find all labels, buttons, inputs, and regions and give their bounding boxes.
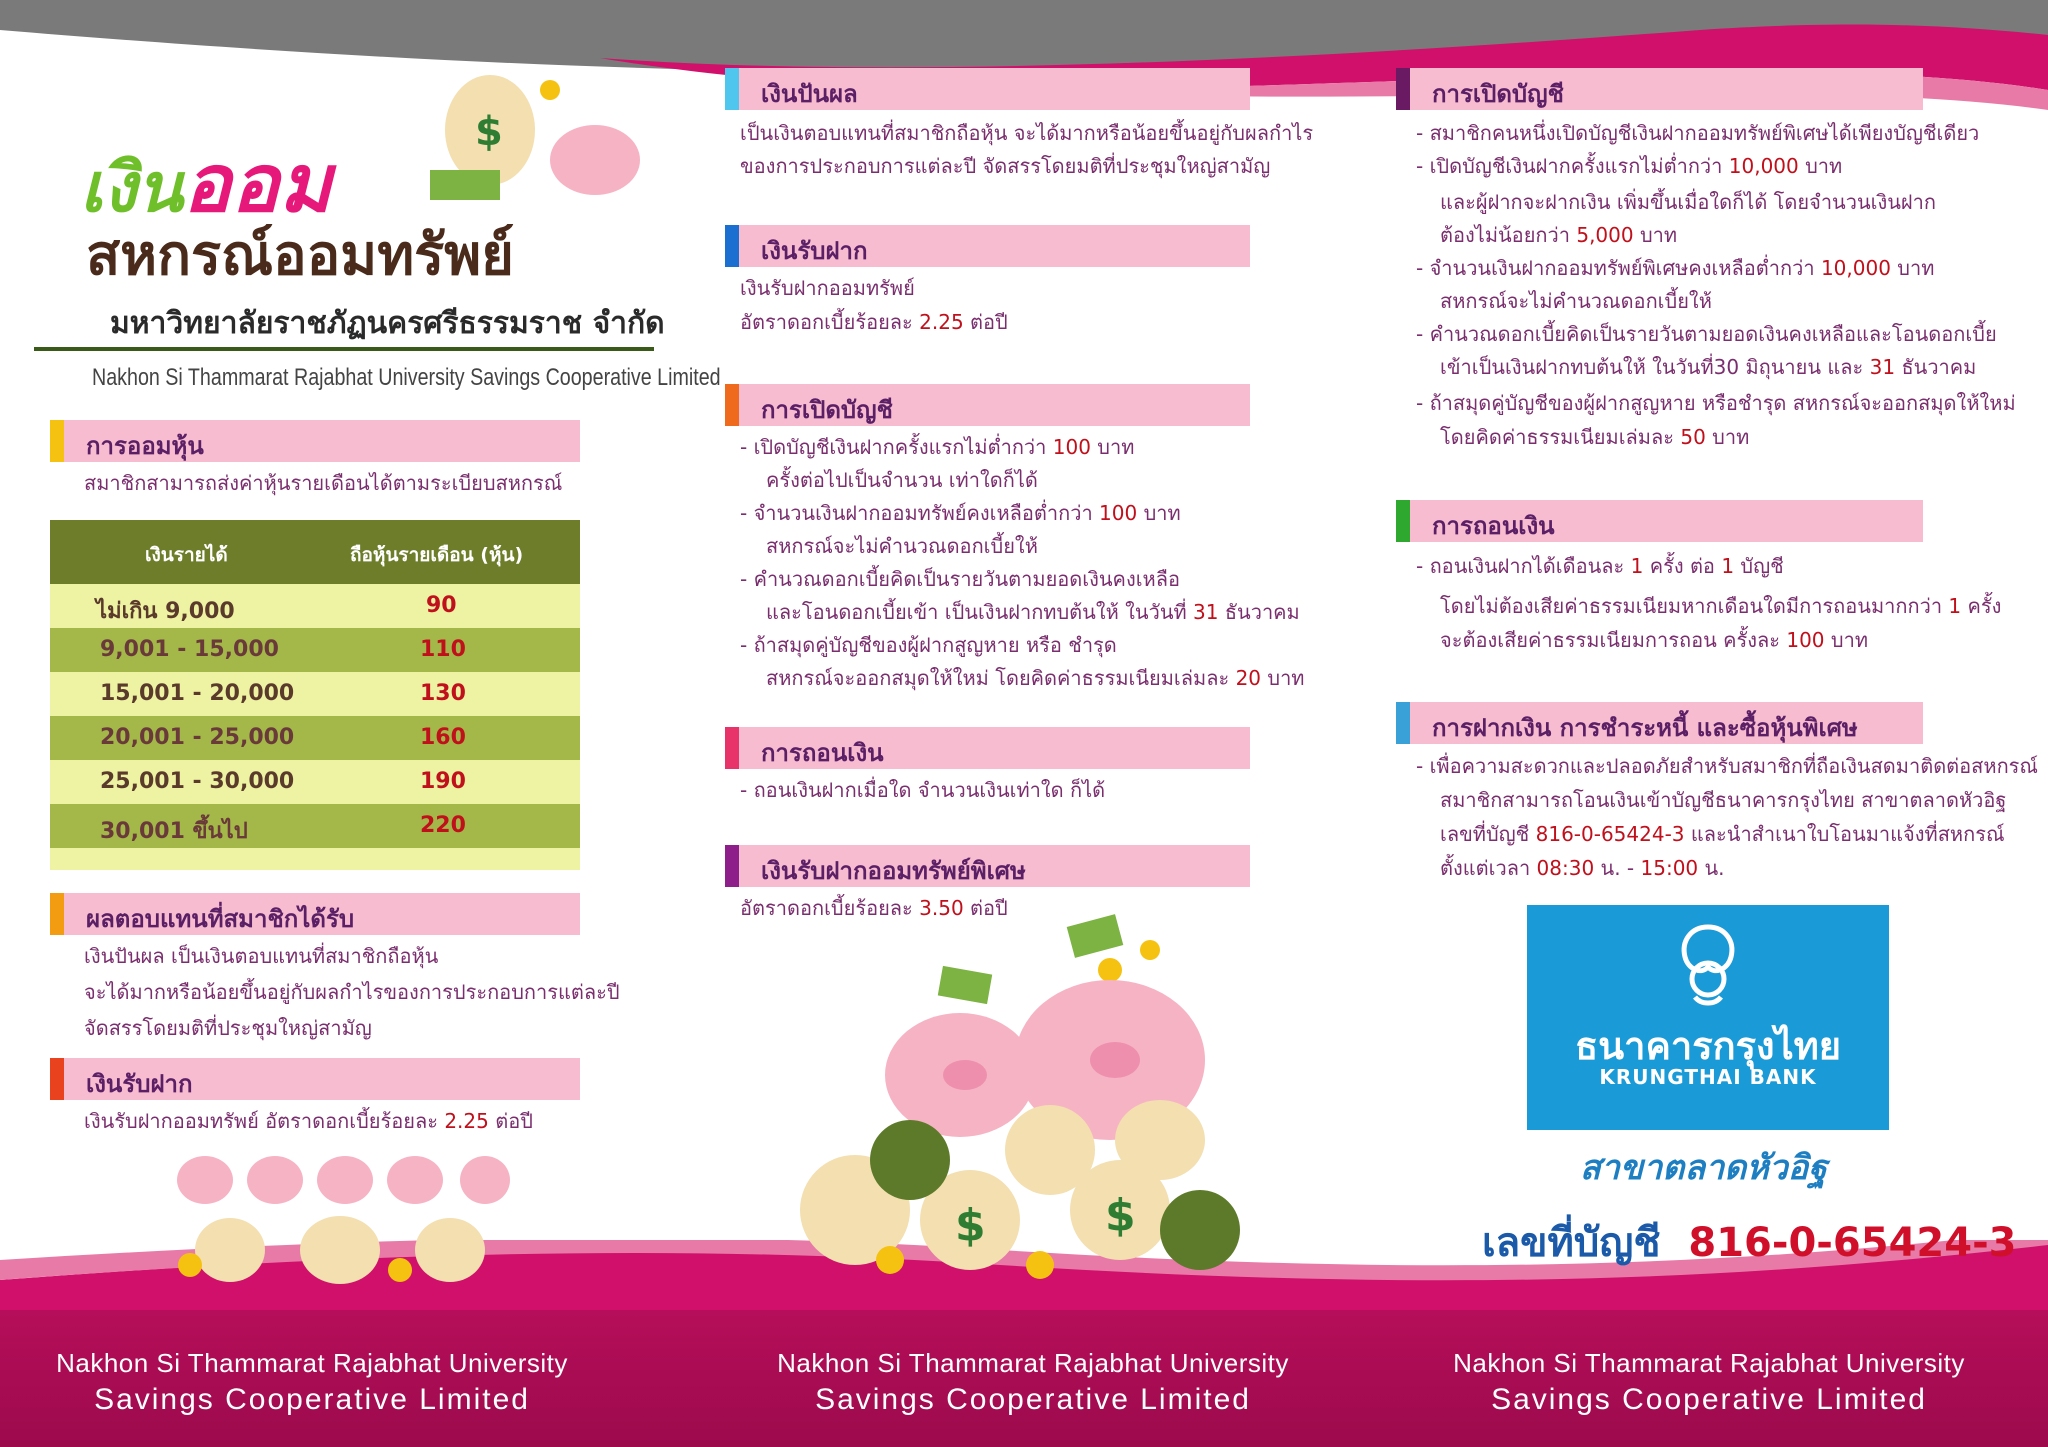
bank-emblem-icon bbox=[1673, 923, 1743, 1007]
open-mid-l4: สหกรณ์จะไม่คำนวณดอกเบี้ยให้ bbox=[766, 534, 1038, 558]
cooperative-title: สหกรณ์ออมทรัพย์ bbox=[86, 223, 514, 288]
transfer-l3: เลขที่บัญชี 816-0-65424-3 และนำสำเนาใบโอนมาแจ้งที่สหกรณ์ bbox=[1440, 822, 2005, 846]
open-right-l3: และผู้ฝากจะฝากเงิน เพิ่มขึ้นเมื่อใดก็ได้ โดยจำนวนเงินฝาก bbox=[1440, 190, 1936, 214]
open-mid-l2: ครั้งต่อไปเป็นจำนวน เท่าใดก็ได้ bbox=[766, 468, 1038, 492]
table-row: 9,001 - 15,000 110 bbox=[50, 628, 580, 672]
dividend-header bbox=[725, 68, 1250, 110]
returns-heading: ผลตอบแทนที่สมาชิกได้รับ bbox=[86, 905, 355, 933]
open-right-l5: - จำนวนเงินฝากออมทรัพย์พิเศษคงเหลือต่ำกว่า 10,000 บาท bbox=[1416, 256, 1935, 280]
university-name: มหาวิทยาลัยราชภัฏนครศรีธรรมราช จำกัด bbox=[110, 306, 665, 341]
returns-line1: เงินปันผล เป็นเงินตอบแทนที่สมาชิกถือหุ้น bbox=[84, 944, 439, 968]
piggy-row-illustration bbox=[170, 1140, 510, 1290]
withdraw-header-mid bbox=[725, 727, 1250, 769]
open-right-l1: - สมาชิกคนหนึ่งเปิดบัญชีเงินฝากออมทรัพย์พิเศษได้เพียงบัญชีเดียว bbox=[1416, 121, 1980, 145]
withdraw-right-l2: โดยไม่ต้องเสียค่าธรรมเนียมหากเดือนใดมีการถอนมากกว่า 1 ครั้ง bbox=[1440, 594, 2002, 618]
footer-col-left: Nakhon Si Thammarat Rajabhat University Savings Cooperative Limited bbox=[56, 1348, 568, 1416]
col-shares: ถือหุ้นรายเดือน (หุ้น) bbox=[350, 544, 524, 566]
returns-header bbox=[50, 893, 580, 935]
transfer-l4: ตั้งแต่เวลา 08:30 น. - 15:00 น. bbox=[1440, 856, 1725, 880]
open-right-l2: - เปิดบัญชีเงินฝากครั้งแรกไม่ต่ำกว่า 10,000 บาท bbox=[1416, 154, 1843, 178]
deposit-heading-mid: เงินรับฝาก bbox=[761, 237, 868, 265]
special-header bbox=[725, 845, 1250, 887]
transfer-heading: การฝากเงิน การชำระหนี้ และซื้อหุ้นพิเศษ bbox=[1432, 714, 1858, 742]
deposit-header-left bbox=[50, 1058, 580, 1100]
shares-heading: การออมหุ้น bbox=[86, 432, 204, 460]
special-text: อัตราดอกเบี้ยร้อยละ 3.50 ต่อปี bbox=[740, 896, 1008, 920]
table-header bbox=[50, 520, 580, 584]
open-right-l9: - ถ้าสมุดคู่บัญชีของผู้ฝากสูญหาย หรือชำรุด สหกรณ์จะออกสมุดให้ใหม่ bbox=[1416, 391, 2016, 415]
footer-col-middle: Nakhon Si Thammarat Rajabhat University Savings Cooperative Limited bbox=[777, 1348, 1289, 1416]
col-income: เงินรายได้ bbox=[145, 544, 228, 566]
returns-line3: จัดสรรโดยมติที่ประชุมใหญ่สามัญ bbox=[84, 1016, 372, 1040]
withdraw-right-l3: จะต้องเสียค่าธรรมเนียมการถอน ครั้งละ 100 บาท bbox=[1440, 628, 1869, 652]
special-heading: เงินรับฝากออมทรัพย์พิเศษ bbox=[761, 857, 1026, 885]
deposit-mid-line1: เงินรับฝากออมทรัพย์ bbox=[740, 276, 915, 300]
open-account-heading-mid: การเปิดบัญชี bbox=[761, 396, 893, 424]
open-mid-l6: และโอนดอกเบี้ยเข้า เป็นเงินฝากทบต้นให้ ในวันที่ 31 ธันวาคม bbox=[766, 600, 1300, 624]
open-right-l4: ต้องไม่น้อยกว่า 5,000 บาท bbox=[1440, 223, 1678, 247]
deposit-text-left: เงินรับฝากออมทรัพย์ อัตราดอกเบี้ยร้อยละ 2.25 ต่อปี bbox=[84, 1109, 533, 1133]
open-mid-l3: - จำนวนเงินฝากออมทรัพย์คงเหลือต่ำกว่า 100 บาท bbox=[740, 501, 1181, 525]
shares-table bbox=[50, 520, 580, 870]
open-account-heading-right: การเปิดบัญชี bbox=[1432, 80, 1564, 108]
title-part1: เงิน bbox=[80, 149, 183, 228]
withdraw-heading-right: การถอนเงิน bbox=[1432, 512, 1555, 540]
shares-text: สมาชิกสามารถส่งค่าหุ้นรายเดือนได้ตามระเบียบสหกรณ์ bbox=[84, 471, 563, 495]
returns-line2: จะได้มากหรือน้อยขึ้นอยู่กับผลกำไรของการประกอบการแต่ละปี bbox=[84, 980, 620, 1004]
open-mid-l1: - เปิดบัญชีเงินฝากครั้งแรกไม่ต่ำกว่า 100 บาท bbox=[740, 435, 1135, 459]
piggy-money-illustration bbox=[430, 60, 640, 210]
shares-header bbox=[50, 420, 580, 462]
dividend-line1: เป็นเงินตอบแทนที่สมาชิกถือหุ้น จะได้มากหรือน้อยขึ้นอยู่กับผลกำไร bbox=[740, 121, 1314, 145]
svg-text:$: $ bbox=[955, 1200, 986, 1251]
table-row: 25,001 - 30,000 190 bbox=[50, 760, 580, 804]
english-name: Nakhon Si Thammarat Rajabhat University Savings Cooperative Limited bbox=[92, 364, 721, 391]
open-right-l8: เข้าเป็นเงินฝากทบต้นให้ ในวันที่30 มิถุนายน และ 31 ธันวาคม bbox=[1440, 355, 1977, 379]
footer-col-right: Nakhon Si Thammarat Rajabhat University Savings Cooperative Limited bbox=[1453, 1348, 1965, 1416]
transfer-header bbox=[1396, 702, 1923, 744]
table-row: 15,001 - 20,000 130 bbox=[50, 672, 580, 716]
bank-name-th: ธนาคารกรุงไทย bbox=[1574, 1024, 1842, 1068]
deposit-mid-line2: อัตราดอกเบี้ยร้อยละ 2.25 ต่อปี bbox=[740, 310, 1008, 334]
bank-name-en: KRUNGTHAI BANK bbox=[1599, 1065, 1817, 1089]
open-account-header-right bbox=[1396, 68, 1923, 110]
deposit-heading-left: เงินรับฝาก bbox=[86, 1070, 193, 1098]
transfer-l1: - เพื่อความสะดวกและปลอดภัยสำหรับสมาชิกที่ถือเงินสดมาติดต่อสหกรณ์ bbox=[1416, 754, 2038, 778]
withdraw-mid-text: - ถอนเงินฝากเมื่อใด จำนวนเงินเท่าใด ก็ได้ bbox=[740, 778, 1106, 802]
dividend-line2: ของการประกอบการแต่ละปี จัดสรรโดยมติที่ประชุมใหญ่สามัญ bbox=[740, 154, 1271, 178]
withdraw-heading-mid: การถอนเงิน bbox=[761, 739, 884, 767]
table-row: 20,001 - 25,000 160 bbox=[50, 716, 580, 760]
open-right-l6: สหกรณ์จะไม่คำนวณดอกเบี้ยให้ bbox=[1440, 289, 1712, 313]
deposit-header-mid bbox=[725, 225, 1250, 267]
svg-text:$: $ bbox=[1105, 1190, 1136, 1241]
bank-logo bbox=[1527, 905, 1889, 1130]
svg-text:$: $ bbox=[475, 109, 503, 155]
table-row: ไม่เกิน 9,000 90 bbox=[50, 584, 580, 628]
bank-branch: สาขาตลาดหัวอิฐ bbox=[1580, 1148, 1827, 1188]
title-part2: ออม bbox=[182, 137, 332, 230]
open-account-header-mid bbox=[725, 384, 1250, 426]
table-row: 30,001 ขึ้นไป 220 bbox=[50, 804, 580, 848]
open-mid-l5: - คำนวณดอกเบี้ยคิดเป็นรายวันตามยอดเงินคงเหลือ bbox=[740, 567, 1180, 591]
account-number: เลขที่บัญชี 816-0-65424-3 bbox=[1482, 1220, 2017, 1266]
open-mid-l7: - ถ้าสมุดคู่บัญชีของผู้ฝากสูญหาย หรือ ชำรุด bbox=[740, 633, 1117, 657]
withdraw-right-l1: - ถอนเงินฝากได้เดือนละ 1 ครั้ง ต่อ 1 บัญชี bbox=[1416, 554, 1784, 578]
open-mid-l8: สหกรณ์จะออกสมุดให้ใหม่ โดยคิดค่าธรรมเนียมเล่มละ 20 บาท bbox=[766, 666, 1305, 690]
open-right-l7: - คำนวณดอกเบี้ยคิดเป็นรายวันตามยอดเงินคงเหลือและโอนดอกเบี้ย bbox=[1416, 322, 1997, 346]
open-right-l10: โดยคิดค่าธรรมเนียมเล่มละ 50 บาท bbox=[1440, 425, 1750, 449]
piggy-bank-illustration bbox=[790, 910, 1250, 1290]
withdraw-header-right bbox=[1396, 500, 1923, 542]
divider bbox=[34, 347, 654, 351]
transfer-l2: สมาชิกสามารถโอนเงินเข้าบัญชีธนาคารกรุงไทย สาขาตลาดหัวอิฐ bbox=[1440, 788, 2007, 812]
dividend-heading: เงินปันผล bbox=[761, 80, 858, 108]
